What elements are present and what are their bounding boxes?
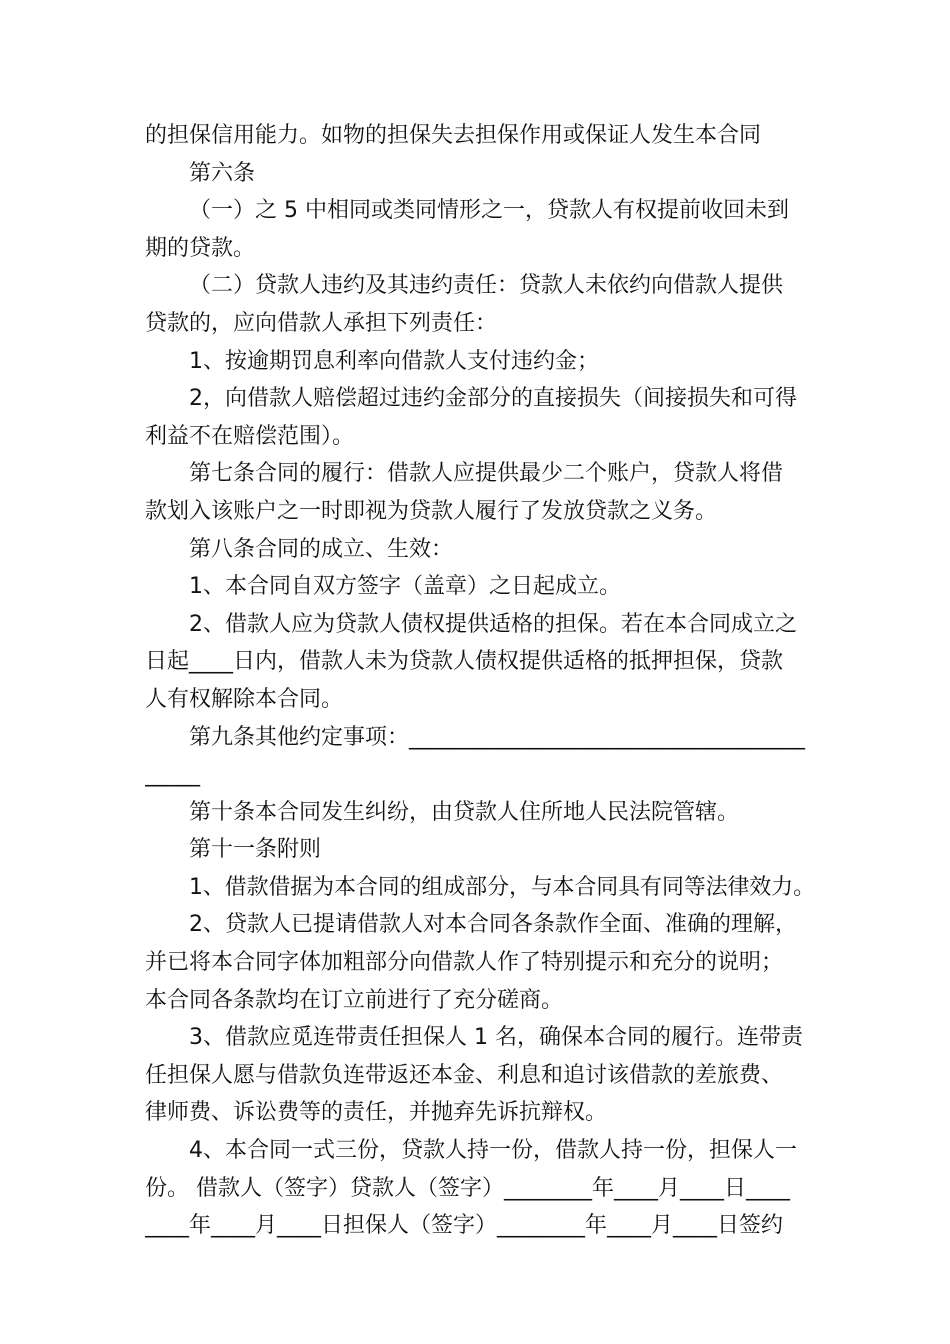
text-line-content: _____ [145, 762, 200, 788]
text-line-content: 贷款的，应向借款人承担下列责任： [145, 310, 498, 336]
text-line [145, 606, 815, 644]
text-line [145, 230, 815, 268]
text-line-content: 份。 借款人（签字）贷款人（签字）________年____月____日____ [145, 1175, 790, 1201]
text-line-content: 任担保人愿与借款负连带返还本金、利息和追讨该借款的差旅费、 [145, 1062, 784, 1088]
text-line [145, 944, 815, 982]
text-line [145, 343, 815, 381]
text-line [145, 531, 815, 569]
text-line-content: 1、借款借据为本合同的组成部分，与本合同具有同等法律效力。 [189, 874, 815, 900]
text-line [145, 117, 815, 155]
text-line-content: 第十条本合同发生纠纷，由贷款人住所地人民法院管辖。 [189, 799, 740, 825]
text-line-content: 1、按逾期罚息利率向借款人支付违约金； [189, 348, 599, 374]
text-line [145, 982, 815, 1020]
text-line [145, 1094, 815, 1132]
text-line [145, 1132, 815, 1170]
text-line-content: ____年____月____日担保人（签字）________年____月____日签约 [145, 1213, 784, 1239]
text-line [145, 869, 815, 907]
text-line [145, 719, 815, 757]
text-line [145, 794, 815, 832]
text-line [145, 681, 815, 719]
text-line-content: （一）之 5 中相同或类同情形之一，贷款人有权提前收回未到 [189, 198, 789, 224]
text-line-content: 2，向借款人赔偿超过违约金部分的直接损失（间接损失和可得 [189, 386, 797, 412]
text-line [145, 455, 815, 493]
text-line [145, 155, 815, 193]
text-line [145, 1207, 815, 1245]
text-line-content: 第九条其他约定事项：____________________________________ [189, 724, 806, 750]
text-line-content: 2、借款人应为贷款人债权提供适格的担保。若在本合同成立之 [189, 611, 797, 637]
text-line [145, 267, 815, 305]
text-line [145, 192, 815, 230]
text-line-content: 3、借款应觅连带责任担保人 1 名，确保本合同的履行。连带责 [189, 1025, 803, 1051]
text-line-content: 利益不在赔偿范围）。 [145, 423, 355, 449]
text-line [145, 380, 815, 418]
document-body [145, 117, 815, 1245]
text-line-content: 4、本合同一式三份，贷款人持一份，借款人持一份，担保人一 [189, 1138, 797, 1164]
text-line-content: 2、贷款人已提请借款人对本合同各条款作全面、准确的理解， [189, 912, 797, 938]
text-line-content: 日起____日内，借款人未为贷款人债权提供适格的抵押担保，贷款 [145, 649, 784, 675]
text-line-content: 第六条 [189, 160, 256, 186]
text-line-content: 人有权解除本合同。 [145, 686, 344, 712]
text-line-content: 第七条合同的履行：借款人应提供最少二个账户，贷款人将借 [189, 461, 784, 487]
text-line [145, 831, 815, 869]
text-line-content: 并已将本合同字体加粗部分向借款人作了特别提示和充分的说明； [145, 950, 784, 976]
text-line-content: 期的贷款。 [145, 235, 256, 261]
text-line-content: 1、本合同自双方签字（盖章）之日起成立。 [189, 574, 621, 600]
text-line [145, 756, 815, 794]
text-line [145, 418, 815, 456]
text-line [145, 493, 815, 531]
text-line [145, 568, 815, 606]
text-line [145, 1170, 815, 1208]
text-line-content: 的担保信用能力。如物的担保失去担保作用或保证人发生本合同 [145, 123, 762, 148]
text-line-content: （二）贷款人违约及其违约责任：贷款人未依约向借款人提供 [189, 273, 784, 299]
text-line-content: 本合同各条款均在订立前进行了充分磋商。 [145, 987, 564, 1013]
text-line [145, 1019, 815, 1057]
text-line [145, 906, 815, 944]
text-line-content: 第十一条附则 [189, 837, 322, 863]
text-line-content: 款划入该账户之一时即视为贷款人履行了发放贷款之义务。 [145, 498, 718, 524]
text-line [145, 305, 815, 343]
text-line-content: 律师费、诉讼费等的责任，并抛弃先诉抗辩权。 [145, 1100, 608, 1126]
text-line [145, 643, 815, 681]
text-line-content: 第八条合同的成立、生效： [189, 536, 454, 562]
text-line [145, 1057, 815, 1095]
